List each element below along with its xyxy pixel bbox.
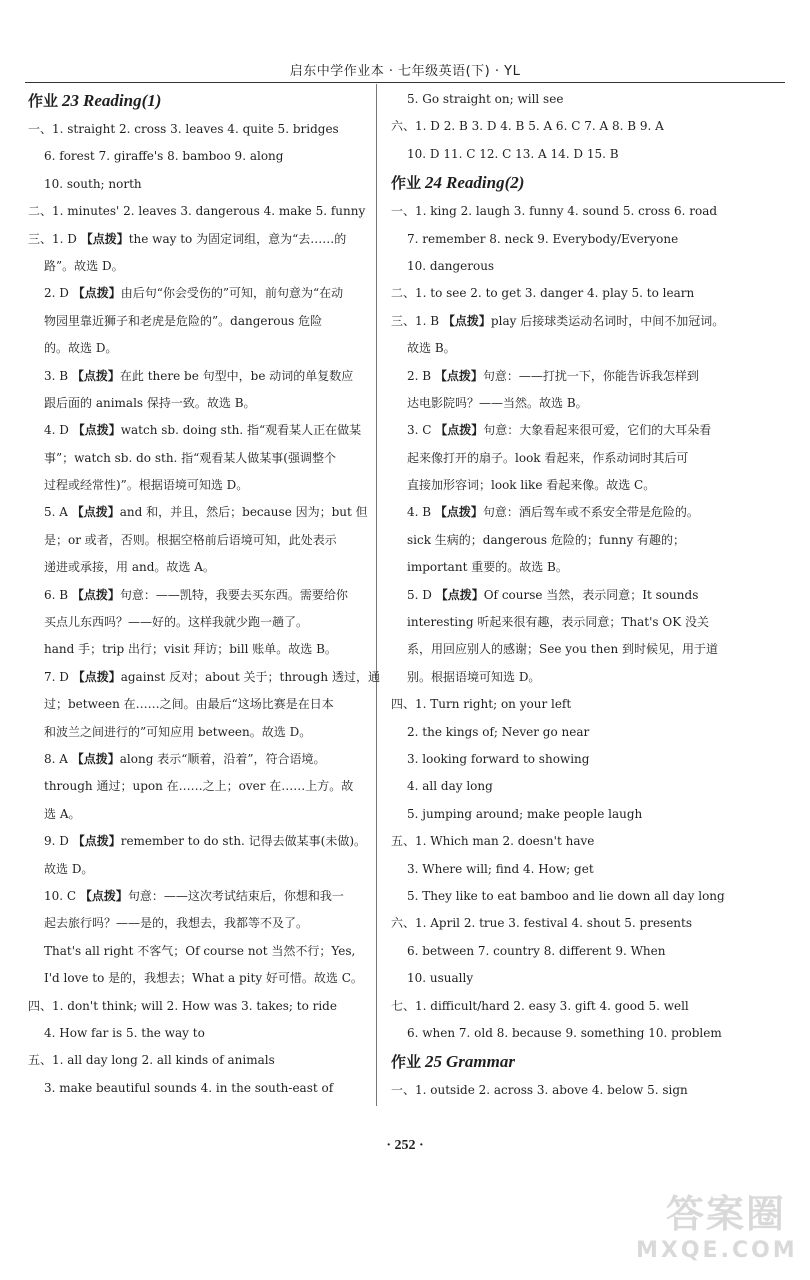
answer-text: 跟后面的 animals 保持一致。故选 B。 (44, 395, 256, 410)
answer-text: That's all right 不客气；Of course not 当然不行；Yes, (44, 943, 356, 958)
section-title (391, 1047, 786, 1077)
section-prefix: 作业 (391, 1053, 422, 1072)
answer-line (391, 691, 786, 718)
answer-line (28, 828, 368, 855)
answer-number: 7. D (44, 669, 73, 684)
answer-number: 4. D (44, 423, 73, 438)
answer-line (28, 116, 368, 143)
answer-text: watch sb. doing sth. 指“观看某人正在做某 (120, 423, 362, 438)
answer-line (28, 993, 368, 1020)
answer-text: 6. between 7. country 8. different 9. When (407, 943, 666, 958)
answer-text: 句意：大象看起来很可爱，它们的大耳朵看 (483, 423, 712, 438)
page-number: · 252 · (386, 1138, 424, 1153)
answer-line (391, 417, 786, 444)
answer-line (28, 1047, 368, 1074)
answer-text: 2. the kings of; Never go near (407, 724, 590, 739)
answer-line (391, 141, 786, 168)
answer-line (28, 390, 368, 417)
answer-number: 10. C (44, 888, 80, 903)
answer-text: 起去旅行吗？——是的，我想去，我都等不及了。 (44, 916, 309, 931)
answer-text: 一、1. king 2. laugh 3. funny 4. sound 5. cross 6. road (391, 204, 718, 219)
answer-number: 8. A (44, 751, 72, 766)
answer-text: 别。根据语境可知选 D。 (407, 669, 541, 684)
answer-line (28, 801, 368, 828)
answer-line (28, 445, 368, 472)
answer-line (391, 828, 786, 855)
answer-text: 选 A。 (44, 806, 81, 821)
tip-label: 【点拨】 (80, 231, 129, 246)
right-column (391, 86, 786, 1105)
answer-text: 4. all day long (407, 779, 493, 794)
answer-line (28, 527, 368, 554)
answer-text: 7. remember 8. neck 9. Everybody/Everyone (407, 231, 679, 246)
answer-line (28, 910, 368, 937)
answer-text: 物园里靠近狮子和老虎是危险的”。dangerous 危险 (44, 313, 323, 328)
answer-text: along 表示“顺着，沿着”，符合语境。 (119, 751, 326, 766)
answer-text: sick 生病的；dangerous 危险的；funny 有趣的； (407, 532, 686, 547)
answer-line (391, 582, 786, 609)
answer-text: 故选 D。 (44, 861, 94, 876)
answer-line (391, 226, 786, 253)
answer-text: 是；or 或者，否则。根据空格前后语境可知，此处表示 (44, 532, 337, 547)
section-number: 25 (425, 1052, 443, 1072)
answer-text: 4. How far is 5. the way to (44, 1025, 205, 1040)
answer-line (28, 609, 368, 636)
answer-line (28, 664, 380, 691)
answer-text: 事”；watch sb. do sth. 指“观看某人做某事(强调整个 (44, 450, 336, 465)
answer-line (28, 691, 368, 718)
answer-line (391, 965, 786, 992)
answer-line (28, 636, 368, 663)
answer-line (391, 554, 786, 581)
watermark-logo (636, 1190, 798, 1270)
answer-line (391, 86, 786, 113)
answer-text: 直接加形容词；look like 看起来像。故选 C。 (407, 478, 656, 493)
answer-line (28, 582, 368, 609)
answer-text: 一、1. outside 2. across 3. above 4. below 5. sign (391, 1083, 688, 1098)
answer-text: 由后句“你会受伤的”可知，前句意为“在动 (120, 286, 344, 301)
answer-line (28, 171, 368, 198)
answer-line (391, 499, 786, 526)
answer-line (391, 746, 786, 773)
answer-number: 三、1. B (391, 313, 443, 328)
answer-text: through 通过；upon 在……之上；over 在……上方。故 (44, 779, 354, 794)
tip-label: 【点拨】 (72, 669, 121, 684)
answer-line (391, 883, 786, 910)
answer-line (28, 746, 368, 773)
answer-line (391, 636, 786, 663)
answer-text: 10. south; north (44, 176, 142, 191)
page-header: 启东中学作业本 · 七年级英语(下) · YL (289, 64, 521, 79)
tip-label: 【点拨】 (71, 751, 120, 766)
answer-text: 3. looking forward to showing (407, 751, 590, 766)
answer-text: 的。故选 D。 (44, 341, 118, 356)
tip-label: 【点拨】 (71, 368, 120, 383)
answer-text: 系，用回应别人的感谢；See you then 到时候见，用于道 (407, 642, 718, 657)
answer-line (391, 1020, 786, 1047)
tip-label: 【点拨】 (435, 423, 484, 438)
answer-line (28, 198, 368, 225)
answer-line (391, 1077, 786, 1104)
answer-number: 4. B (407, 505, 435, 520)
answer-text: Of course 当然，表示同意；It sounds (483, 587, 699, 602)
section-number: 23 (62, 91, 80, 110)
answer-text: interesting 听起来很有趣，表示同意；That's OK 没关 (407, 615, 709, 630)
answer-line (28, 280, 368, 307)
answer-line (28, 253, 368, 280)
answer-line (28, 1075, 368, 1102)
answer-text: 6. forest 7. giraffe's 8. bamboo 9. along (44, 149, 284, 164)
tip-label: 【点拨】 (442, 313, 491, 328)
answer-line (391, 719, 786, 746)
answer-text: 过；between 在……之间。由最后“这场比赛是在日本 (44, 697, 334, 712)
answer-line (28, 226, 368, 253)
answer-number: 2. B (407, 368, 435, 383)
answer-line (391, 527, 786, 554)
answer-text: play 后接球类运动名词时，中间不加冠词。 (490, 313, 725, 328)
answer-text: 3. make beautiful sounds 4. in the south-east of (44, 1080, 334, 1095)
watermark-bottom-text: MXQE.COM (636, 1238, 798, 1263)
answer-line (391, 335, 786, 362)
section-name: Grammar (446, 1052, 515, 1072)
answer-text: 四、1. don't think; will 2. How was 3. takes; to ride (28, 998, 337, 1013)
tip-label: 【点拨】 (71, 587, 120, 602)
answer-text: 10. D 11. C 12. C 13. A 14. D 15. B (407, 146, 619, 161)
answer-text: important 重要的。故选 B。 (407, 560, 568, 575)
answer-number: 5. A (44, 505, 72, 520)
answer-text: 10. dangerous (407, 258, 495, 273)
answer-text: 在此 there be 句型中，be 动词的单复数应 (119, 368, 354, 383)
answer-text: hand 手；trip 出行；visit 拜访；bill 账单。故选 B。 (44, 642, 337, 657)
section-prefix: 作业 (391, 174, 422, 193)
answer-line (28, 965, 368, 992)
answer-line (391, 363, 786, 390)
answer-number: 9. D (44, 834, 73, 849)
answer-text: remember to do sth. 记得去做某事(未做)。 (120, 834, 367, 849)
answer-number: 3. C (407, 423, 436, 438)
answer-text: 达电影院吗？——当然。故选 B。 (407, 395, 588, 410)
answer-text: 六、1. April 2. true 3. festival 4. shout 5. presents (391, 916, 693, 931)
answer-line (391, 445, 786, 472)
answer-line (391, 856, 786, 883)
tip-label: 【点拨】 (72, 834, 121, 849)
answer-text: 3. Where will; find 4. How; get (407, 861, 594, 876)
column-divider (376, 84, 377, 1106)
header-rule (25, 82, 785, 83)
answer-text: 5. Go straight on; will see (407, 92, 564, 106)
answer-text: 和波兰之间进行的”可知应用 between。故选 D。 (44, 724, 312, 739)
section-title (391, 168, 786, 198)
answer-line (28, 773, 368, 800)
answer-text: 5. They like to eat bamboo and lie down all day long (407, 888, 725, 903)
answer-text: 路”。故选 D。 (44, 258, 124, 273)
answer-text: against 反对；about 关于；through 透过，通 (120, 669, 380, 684)
answer-text: and 和，并且，然后；because 因为；but 但 (119, 505, 368, 520)
answer-text: 五、1. Which man 2. doesn't have (391, 834, 595, 849)
answer-text: 故选 B。 (407, 341, 456, 356)
answer-line (28, 1020, 368, 1047)
section-name: Reading(2) (446, 173, 525, 193)
section-number: 24 (425, 173, 443, 193)
answer-text: the way to 为固定词组，意为“去……的 (128, 231, 347, 246)
answer-text: 句意：酒后驾车或不系安全带是危险的。 (482, 505, 699, 520)
answer-line (28, 499, 368, 526)
answer-line (391, 253, 786, 280)
answer-line (28, 363, 368, 390)
answer-text: 5. jumping around; make people laugh (407, 806, 643, 821)
left-column (28, 86, 380, 1102)
tip-label: 【点拨】 (434, 368, 483, 383)
answer-line (28, 335, 368, 362)
answer-text: 二、1. minutes' 2. leaves 3. dangerous 4. make 5. funny (28, 204, 366, 219)
answer-line (28, 417, 368, 444)
answer-text: 起来像打开的扇子。look 看起来，作系动词时其后可 (407, 450, 689, 465)
answer-line (391, 773, 786, 800)
answer-text: 句意：——打扰一下，你能告诉我怎样到 (482, 368, 699, 383)
answer-line (391, 993, 786, 1020)
answer-text: 七、1. difficult/hard 2. easy 3. gift 4. good 5. well (391, 998, 689, 1013)
answer-line (391, 390, 786, 417)
answer-line (28, 554, 368, 581)
answer-text: 句意：——凯特，我要去买东西。需要给你 (119, 587, 348, 602)
answer-line (391, 664, 786, 691)
answer-number: 2. D (44, 286, 73, 301)
answer-line (391, 609, 786, 636)
answer-number: 5. D (407, 587, 436, 602)
answer-line (391, 308, 786, 335)
tip-label: 【点拨】 (72, 286, 121, 301)
answer-text: I'd love to 是的，我想去；What a pity 好可惜。故选 C。 (44, 971, 363, 986)
watermark-top-text: 答案圈 (665, 1192, 786, 1236)
answer-text: 买点儿东西吗？——好的。这样我就少跑一趟了。 (44, 615, 309, 630)
answer-line (391, 198, 786, 225)
section-title (28, 86, 368, 116)
answer-line (28, 938, 368, 965)
tip-label: 【点拨】 (79, 888, 128, 903)
answer-line (391, 472, 786, 499)
answer-text: 6. when 7. old 8. because 9. something 10. problem (407, 1025, 722, 1040)
answer-line (391, 113, 786, 140)
answer-line (28, 472, 368, 499)
answer-line (28, 308, 368, 335)
answer-line (391, 801, 786, 828)
tip-label: 【点拨】 (71, 505, 120, 520)
section-prefix: 作业 (28, 92, 59, 110)
answer-number: 3. B (44, 368, 72, 383)
answer-line (391, 280, 786, 307)
answer-line (28, 856, 368, 883)
tip-label: 【点拨】 (72, 423, 121, 438)
answer-line (28, 883, 368, 910)
answer-text: 五、1. all day long 2. all kinds of animals (28, 1053, 275, 1068)
tip-label: 【点拨】 (434, 505, 483, 520)
answer-text: 句意：——这次考试结束后，你想和我一 (127, 888, 344, 903)
answer-text: 二、1. to see 2. to get 3. danger 4. play 5. to learn (391, 286, 695, 301)
tip-label: 【点拨】 (435, 587, 484, 602)
answer-number: 6. B (44, 587, 72, 602)
answer-text: 四、1. Turn right; on your left (391, 697, 572, 712)
answer-text: 六、1. D 2. B 3. D 4. B 5. A 6. C 7. A 8. B 9. A (391, 119, 664, 134)
answer-line (28, 719, 368, 746)
answer-text: 10. usually (407, 971, 474, 986)
section-name: Reading(1) (83, 91, 162, 110)
answer-line (28, 143, 368, 170)
answer-text: 递进或承接，用 and。故选 A。 (44, 560, 215, 575)
answer-line (391, 910, 786, 937)
answer-line (391, 938, 786, 965)
answer-number: 三、1. D (28, 231, 81, 246)
answer-text: 过程或经常性)”。根据语境可知选 D。 (44, 478, 249, 493)
answer-text: 一、1. straight 2. cross 3. leaves 4. quite 5. bridges (28, 122, 339, 136)
